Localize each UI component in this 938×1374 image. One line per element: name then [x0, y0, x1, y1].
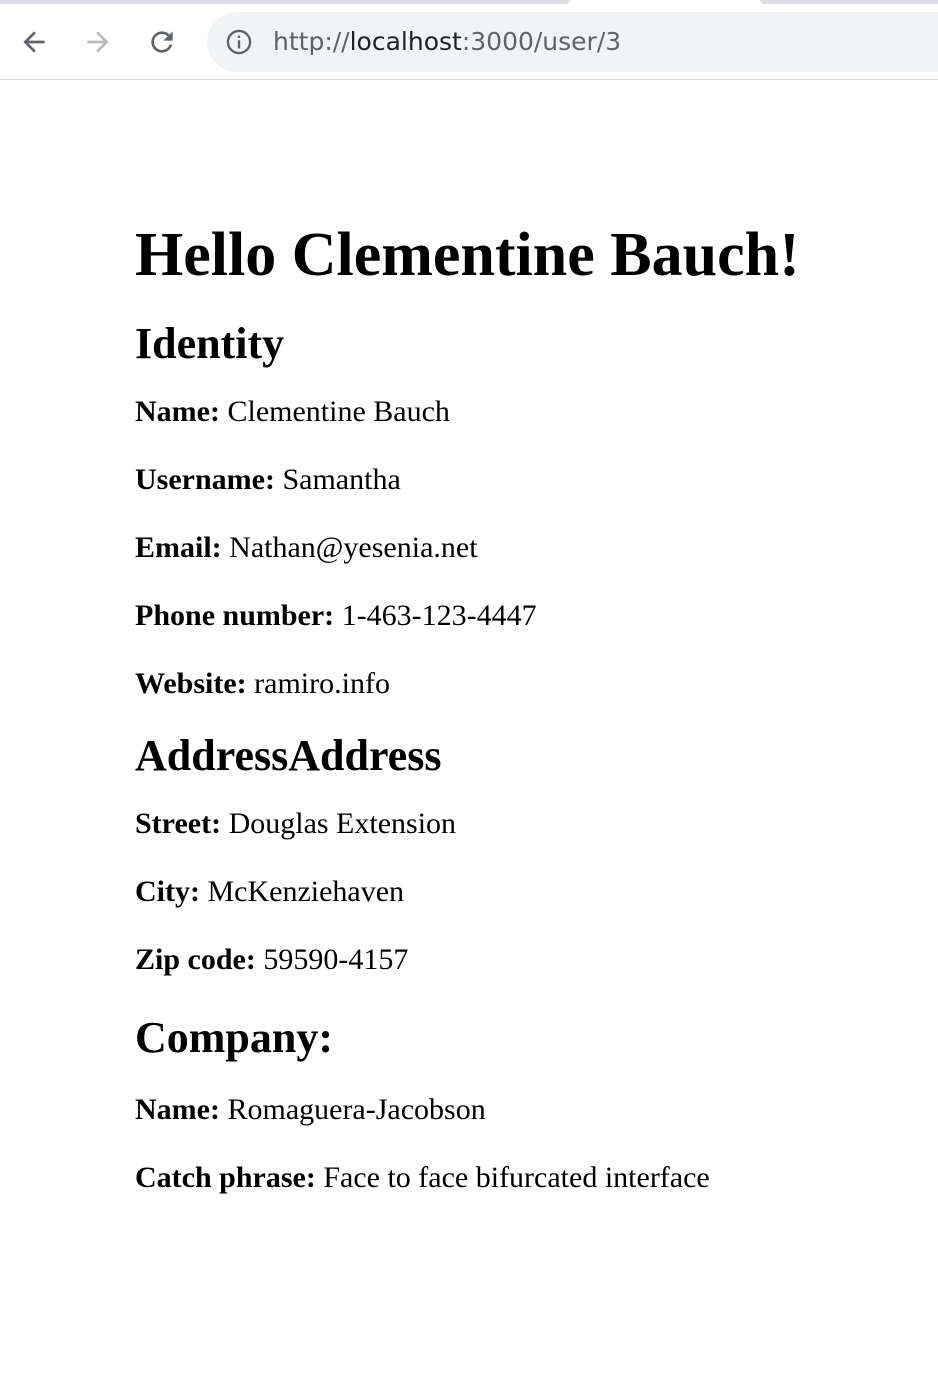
identity-phone-row	[135, 598, 915, 634]
field-label: Name:	[135, 395, 220, 428]
field-label: Username:	[135, 463, 275, 496]
field-label: Street:	[135, 807, 222, 840]
identity-website-row	[135, 666, 915, 702]
tab-strip	[0, 0, 570, 4]
info-circle-icon[interactable]	[225, 28, 253, 56]
field-value: 59590-4157	[263, 943, 409, 976]
field-label: City:	[135, 875, 200, 908]
arrow-left-icon	[18, 26, 50, 58]
field-value: McKenziehaven	[207, 875, 405, 908]
field-value: Samantha	[282, 463, 401, 496]
field-label: Email:	[135, 531, 222, 564]
field-label: Name:	[135, 1093, 220, 1126]
identity-heading: Identity	[135, 319, 285, 368]
company-heading: Company:	[135, 1013, 334, 1062]
address-street-row	[135, 806, 915, 842]
address-city-row	[135, 874, 915, 910]
browser-toolbar	[0, 0, 938, 80]
field-value: 1-463-123-4447	[341, 599, 537, 632]
address-heading: AddressAddress	[135, 731, 442, 780]
field-value: Clementine Bauch	[227, 395, 450, 428]
identity-name-row	[135, 394, 915, 430]
forward-button[interactable]	[78, 22, 118, 62]
company-name-row	[135, 1092, 915, 1128]
field-label: Zip code:	[135, 943, 256, 976]
field-value: Nathan@yesenia.net	[229, 531, 478, 564]
field-value: Douglas Extension	[228, 807, 457, 840]
url-path: :3000/user/3	[461, 27, 622, 56]
url-prefix: http://	[273, 27, 350, 56]
field-value: Romaguera-Jacobson	[227, 1093, 486, 1126]
tab-strip	[760, 0, 938, 4]
field-label: Phone number:	[135, 599, 335, 632]
field-value: Face to face bifurcated interface	[323, 1161, 710, 1194]
company-catchphrase-row	[135, 1160, 915, 1196]
reload-button[interactable]	[142, 22, 182, 62]
back-button[interactable]	[14, 22, 54, 62]
field-value: ramiro.info	[254, 667, 390, 700]
identity-username-row	[135, 462, 915, 498]
identity-email-row	[135, 530, 915, 566]
url-text[interactable]	[273, 26, 621, 58]
user-page	[135, 200, 915, 1196]
address-bar[interactable]	[207, 12, 938, 72]
reload-icon	[146, 26, 178, 58]
arrow-right-icon	[82, 26, 114, 58]
field-label: Website:	[135, 667, 247, 700]
field-label: Catch phrase:	[135, 1161, 316, 1194]
url-host: localhost	[349, 27, 462, 56]
page-title: Hello Clementine Bauch!	[135, 221, 800, 289]
address-zip-row	[135, 942, 915, 978]
